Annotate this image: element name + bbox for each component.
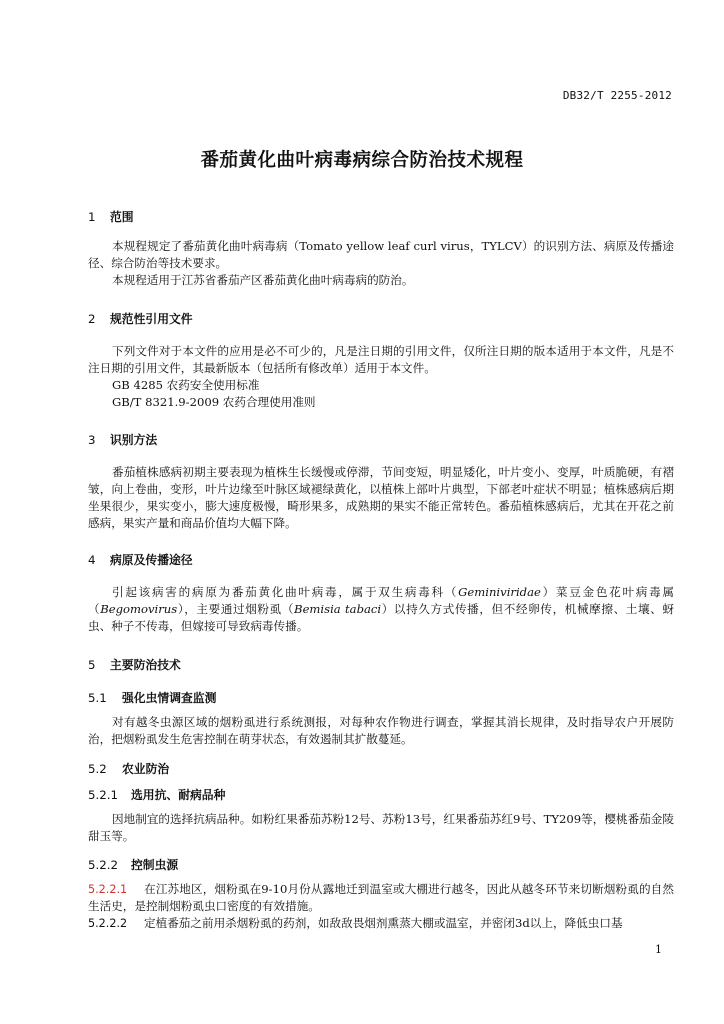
document-number: DB32/T 2255-2012: [562, 89, 672, 102]
section-5-2-2-2-paragraph: 5.2.2.2 定植番茄之前用杀烟粉虱的药剂，如敌敌畏烟剂熏蒸大棚或温室，并密闭3d以上，降低虫口基: [88, 916, 623, 930]
section-number: 5.1: [88, 691, 107, 705]
section-number: 4: [88, 553, 96, 567]
section-number: 3: [88, 433, 96, 447]
section-title: 控制虫源: [131, 858, 179, 872]
section-5-2-2-1-paragraph: 5.2.2.1 在江苏地区，烟粉虱在9-10月份从露地迁到温室或大棚进行越冬，因此从越冬环节来切断烟粉虱的自然生活史，是控制烟粉虱虫口密度的有效措施。: [88, 882, 674, 913]
section-title: 农业防治: [122, 762, 170, 776]
section-3-heading: [88, 431, 157, 448]
section-number: 5.2.2: [88, 858, 119, 872]
section-4-heading: [88, 551, 193, 568]
section-5-1-heading: [88, 689, 216, 706]
section-number: 2: [88, 312, 96, 326]
section-5-2-1-paragraph: 因地制宜的选择抗病品种。如粉红果番茄苏粉12号、苏粉13号，红果番茄苏红9号、TY209等，樱桃番茄金陵甜玉等。: [88, 812, 674, 843]
section-1-paragraph-2: 本规程适用于江苏省番茄产区番茄黄化曲叶病毒病的防治。: [112, 273, 414, 287]
section-number: 5.2.1: [88, 788, 119, 802]
section-1-heading: [88, 208, 134, 225]
section-5-2-2-heading: [88, 856, 178, 873]
section-title: 主要防治技术: [110, 658, 181, 672]
clause-number: 5.2.2.1: [88, 883, 128, 896]
section-3-paragraph-1: 番茄植株感病初期主要表现为植株生长缓慢或停滞，节间变短，明显矮化，叶片变小、变厚，叶质脆硬，有褶皱，向上卷曲，变形，叶片边缘至叶脉区域褪绿黄化，以植株上部叶片典型，下部老叶症状不明显；植株感病后期坐果很少，果实变小，膨大速度极慢，畸形果多，成熟期的果实不能正常转色。番茄植株感病后，尤其在开花之前感病，果实产量和商品价值均大幅下降。: [88, 465, 674, 530]
reference-item: GB/T 8321.9-2009 农药合理使用准则: [112, 395, 316, 409]
section-title: 规范性引用文件: [110, 312, 193, 326]
section-title: 病原及传播途径: [110, 553, 193, 567]
section-2-paragraph-1: 下列文件对于本文件的应用是必不可少的，凡是注日期的引用文件，仅所注日期的版本适用于本文件，凡是不注日期的引用文件，其最新版本（包括所有修改单）适用于本文件。: [88, 344, 674, 375]
section-title: 强化虫情调查监测: [122, 691, 217, 705]
family-name: Geminiviridae: [458, 585, 541, 599]
section-5-1-paragraph: 对有越冬虫源区域的烟粉虱进行系统测报，对每种农作物进行调查，掌握其消长规律，及时指导农户开展防治，把烟粉虱发生危害控制在萌芽状态，有效遏制其扩散蔓延。: [88, 715, 674, 746]
section-title: 范围: [110, 210, 134, 224]
section-4-paragraph-1: 引起该病害的病原为番茄黄化曲叶病毒，属于双生病毒科（Geminiviridae）菜豆金色花叶病毒属（Begomovirus），主要通过烟粉虱（Bemisia tabaci）以持久方式传播，但不经卵传，机械摩擦、土壤、蚜虫、种子不传毒，但嫁接可导致病毒传播。: [88, 585, 674, 633]
section-5-2-heading: [88, 760, 169, 777]
section-number: 5: [88, 658, 96, 672]
page-title: 番茄黄化曲叶病毒病综合防治技术规程: [200, 150, 524, 171]
section-2-heading: [88, 310, 193, 327]
section-title: 选用抗、耐病品种: [131, 788, 226, 802]
section-1-paragraph-1: 本规程规定了番茄黄化曲叶病毒病（Tomato yellow leaf curl virus，TYLCV）的识别方法、病原及传播途径、综合防治等技术要求。: [88, 239, 674, 270]
genus-name: Begomovirus: [100, 602, 178, 616]
section-number: 5.2: [88, 762, 107, 776]
section-5-2-1-heading: [88, 786, 225, 803]
section-title: 识别方法: [110, 433, 158, 447]
section-5-heading: [88, 656, 181, 673]
clause-number: 5.2.2.2: [88, 917, 128, 930]
reference-item: GB 4285 农药安全使用标准: [112, 378, 260, 392]
section-number: 1: [88, 210, 96, 224]
species-name: Bemisia tabaci: [294, 602, 382, 616]
page-number: 1: [655, 943, 662, 956]
